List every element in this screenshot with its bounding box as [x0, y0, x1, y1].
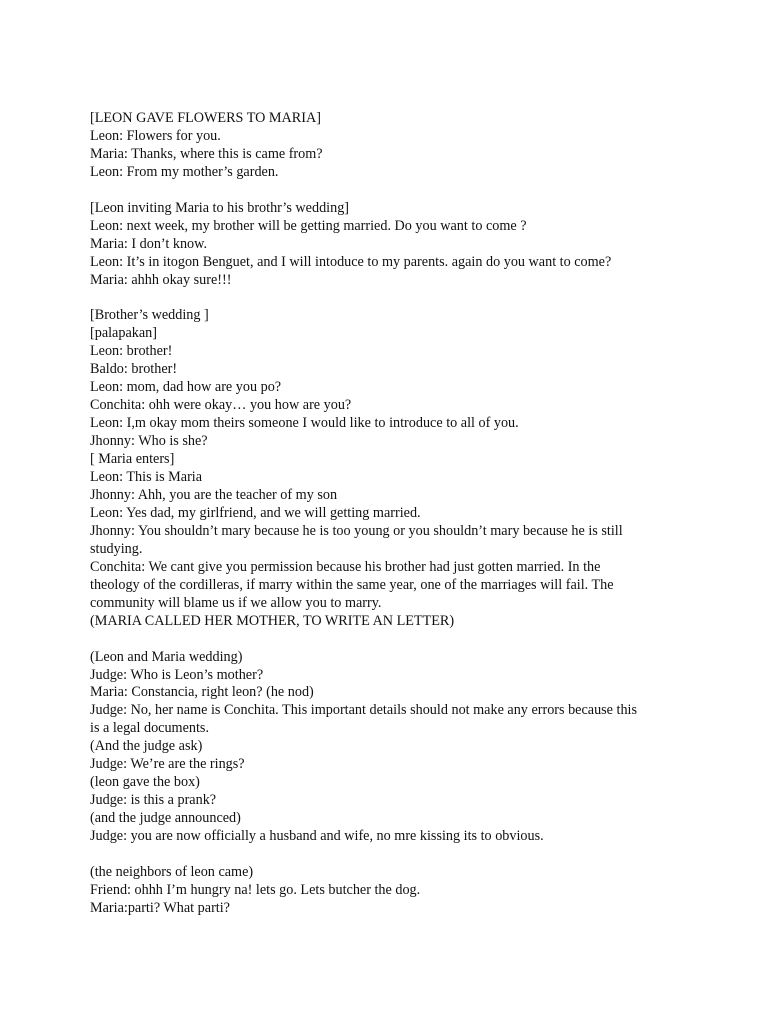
- paragraph-gap: [90, 631, 690, 649]
- dialogue-line: Judge: No, her name is Conchita. This important details should not make any errors because this: [90, 702, 638, 719]
- stage-direction: (MARIA CALLED HER MOTHER, TO WRITE AN LETTER): [90, 612, 455, 629]
- dialogue-line: community will blame us if we allow you to marry.: [90, 594, 382, 611]
- scene-invitation: [90, 200, 690, 290]
- stage-direction: (leon gave the box): [90, 774, 200, 791]
- dialogue-line: Leon: Yes dad, my girlfriend, and we will getting married.: [90, 504, 421, 521]
- dialogue-line: Judge: you are now officially a husband and wife, no mre kissing its to obvious.: [90, 828, 544, 845]
- scene-heading: (the neighbors of leon came): [90, 863, 254, 880]
- dialogue-line: Conchita: ohh were okay… you how are you?: [90, 397, 352, 414]
- dialogue-line: Maria: Constancia, right leon? (he nod): [90, 684, 314, 701]
- dialogue-line: Judge: is this a prank?: [90, 792, 217, 809]
- stage-direction: [ Maria enters]: [90, 451, 175, 468]
- scene-heading: [LEON GAVE FLOWERS TO MARIA]: [90, 110, 321, 126]
- dialogue-line: Friend: ohhh I’m hungry na! lets go. Lets butcher the dog.: [90, 881, 421, 898]
- dialogue-line: Maria:parti? What parti?: [90, 899, 230, 916]
- script-page: [90, 110, 690, 918]
- dialogue-line: Leon: I,m okay mom theirs someone I would like to introduce to all of you.: [90, 415, 519, 432]
- dialogue-line: Jhonny: You shouldn’t mary because he is too young or you shouldn’t mary because he is still: [90, 522, 623, 539]
- dialogue-line: theology of the cordilleras, if marry within the same year, one of the marriages will fail. The: [90, 576, 614, 593]
- scene-heading: [Leon inviting Maria to his brothr’s wedding]: [90, 199, 350, 216]
- stage-direction: [palapakan]: [90, 325, 157, 342]
- dialogue-line: Maria: Thanks, where this is came from?: [90, 145, 323, 162]
- dialogue-line: Leon: This is Maria: [90, 469, 203, 486]
- scene-neighbors: [90, 864, 690, 918]
- dialogue-line: Maria: ahhh okay sure!!!: [90, 271, 232, 288]
- dialogue-line: studying.: [90, 540, 143, 557]
- dialogue-line: Jhonny: Ahh, you are the teacher of my son: [90, 486, 338, 503]
- dialogue-line: Leon: brother!: [90, 343, 173, 360]
- dialogue-line: is a legal documents.: [90, 720, 209, 737]
- scene-brothers-wedding: [90, 307, 690, 630]
- dialogue-line: Leon: From my mother’s garden.: [90, 163, 279, 180]
- dialogue-line: Leon: Flowers for you.: [90, 127, 221, 144]
- dialogue-line: Judge: We’re are the rings?: [90, 756, 245, 773]
- stage-direction: (and the judge announced): [90, 810, 241, 827]
- scene-heading: (Leon and Maria wedding): [90, 648, 243, 665]
- paragraph-gap: [90, 846, 690, 864]
- dialogue-line: Jhonny: Who is she?: [90, 433, 208, 450]
- scene-heading: [Brother’s wedding ]: [90, 307, 209, 324]
- scene-leon-maria-wedding: [90, 649, 690, 846]
- paragraph-gap: [90, 182, 690, 200]
- dialogue-line: Judge: Who is Leon’s mother?: [90, 666, 264, 683]
- dialogue-line: Leon: next week, my brother will be getting married. Do you want to come ?: [90, 217, 527, 234]
- dialogue-line: Baldo: brother!: [90, 361, 178, 378]
- dialogue-line: Leon: mom, dad how are you po?: [90, 379, 282, 396]
- scene-flowers: [90, 110, 690, 182]
- dialogue-line: Maria: I don’t know.: [90, 235, 208, 252]
- paragraph-gap: [90, 290, 690, 308]
- stage-direction: (And the judge ask): [90, 738, 203, 755]
- dialogue-line: Conchita: We cant give you permission because his brother had just gotten married. In the: [90, 558, 601, 575]
- dialogue-line: Leon: It’s in itogon Benguet, and I will intoduce to my parents. again do you want to come?: [90, 253, 612, 270]
